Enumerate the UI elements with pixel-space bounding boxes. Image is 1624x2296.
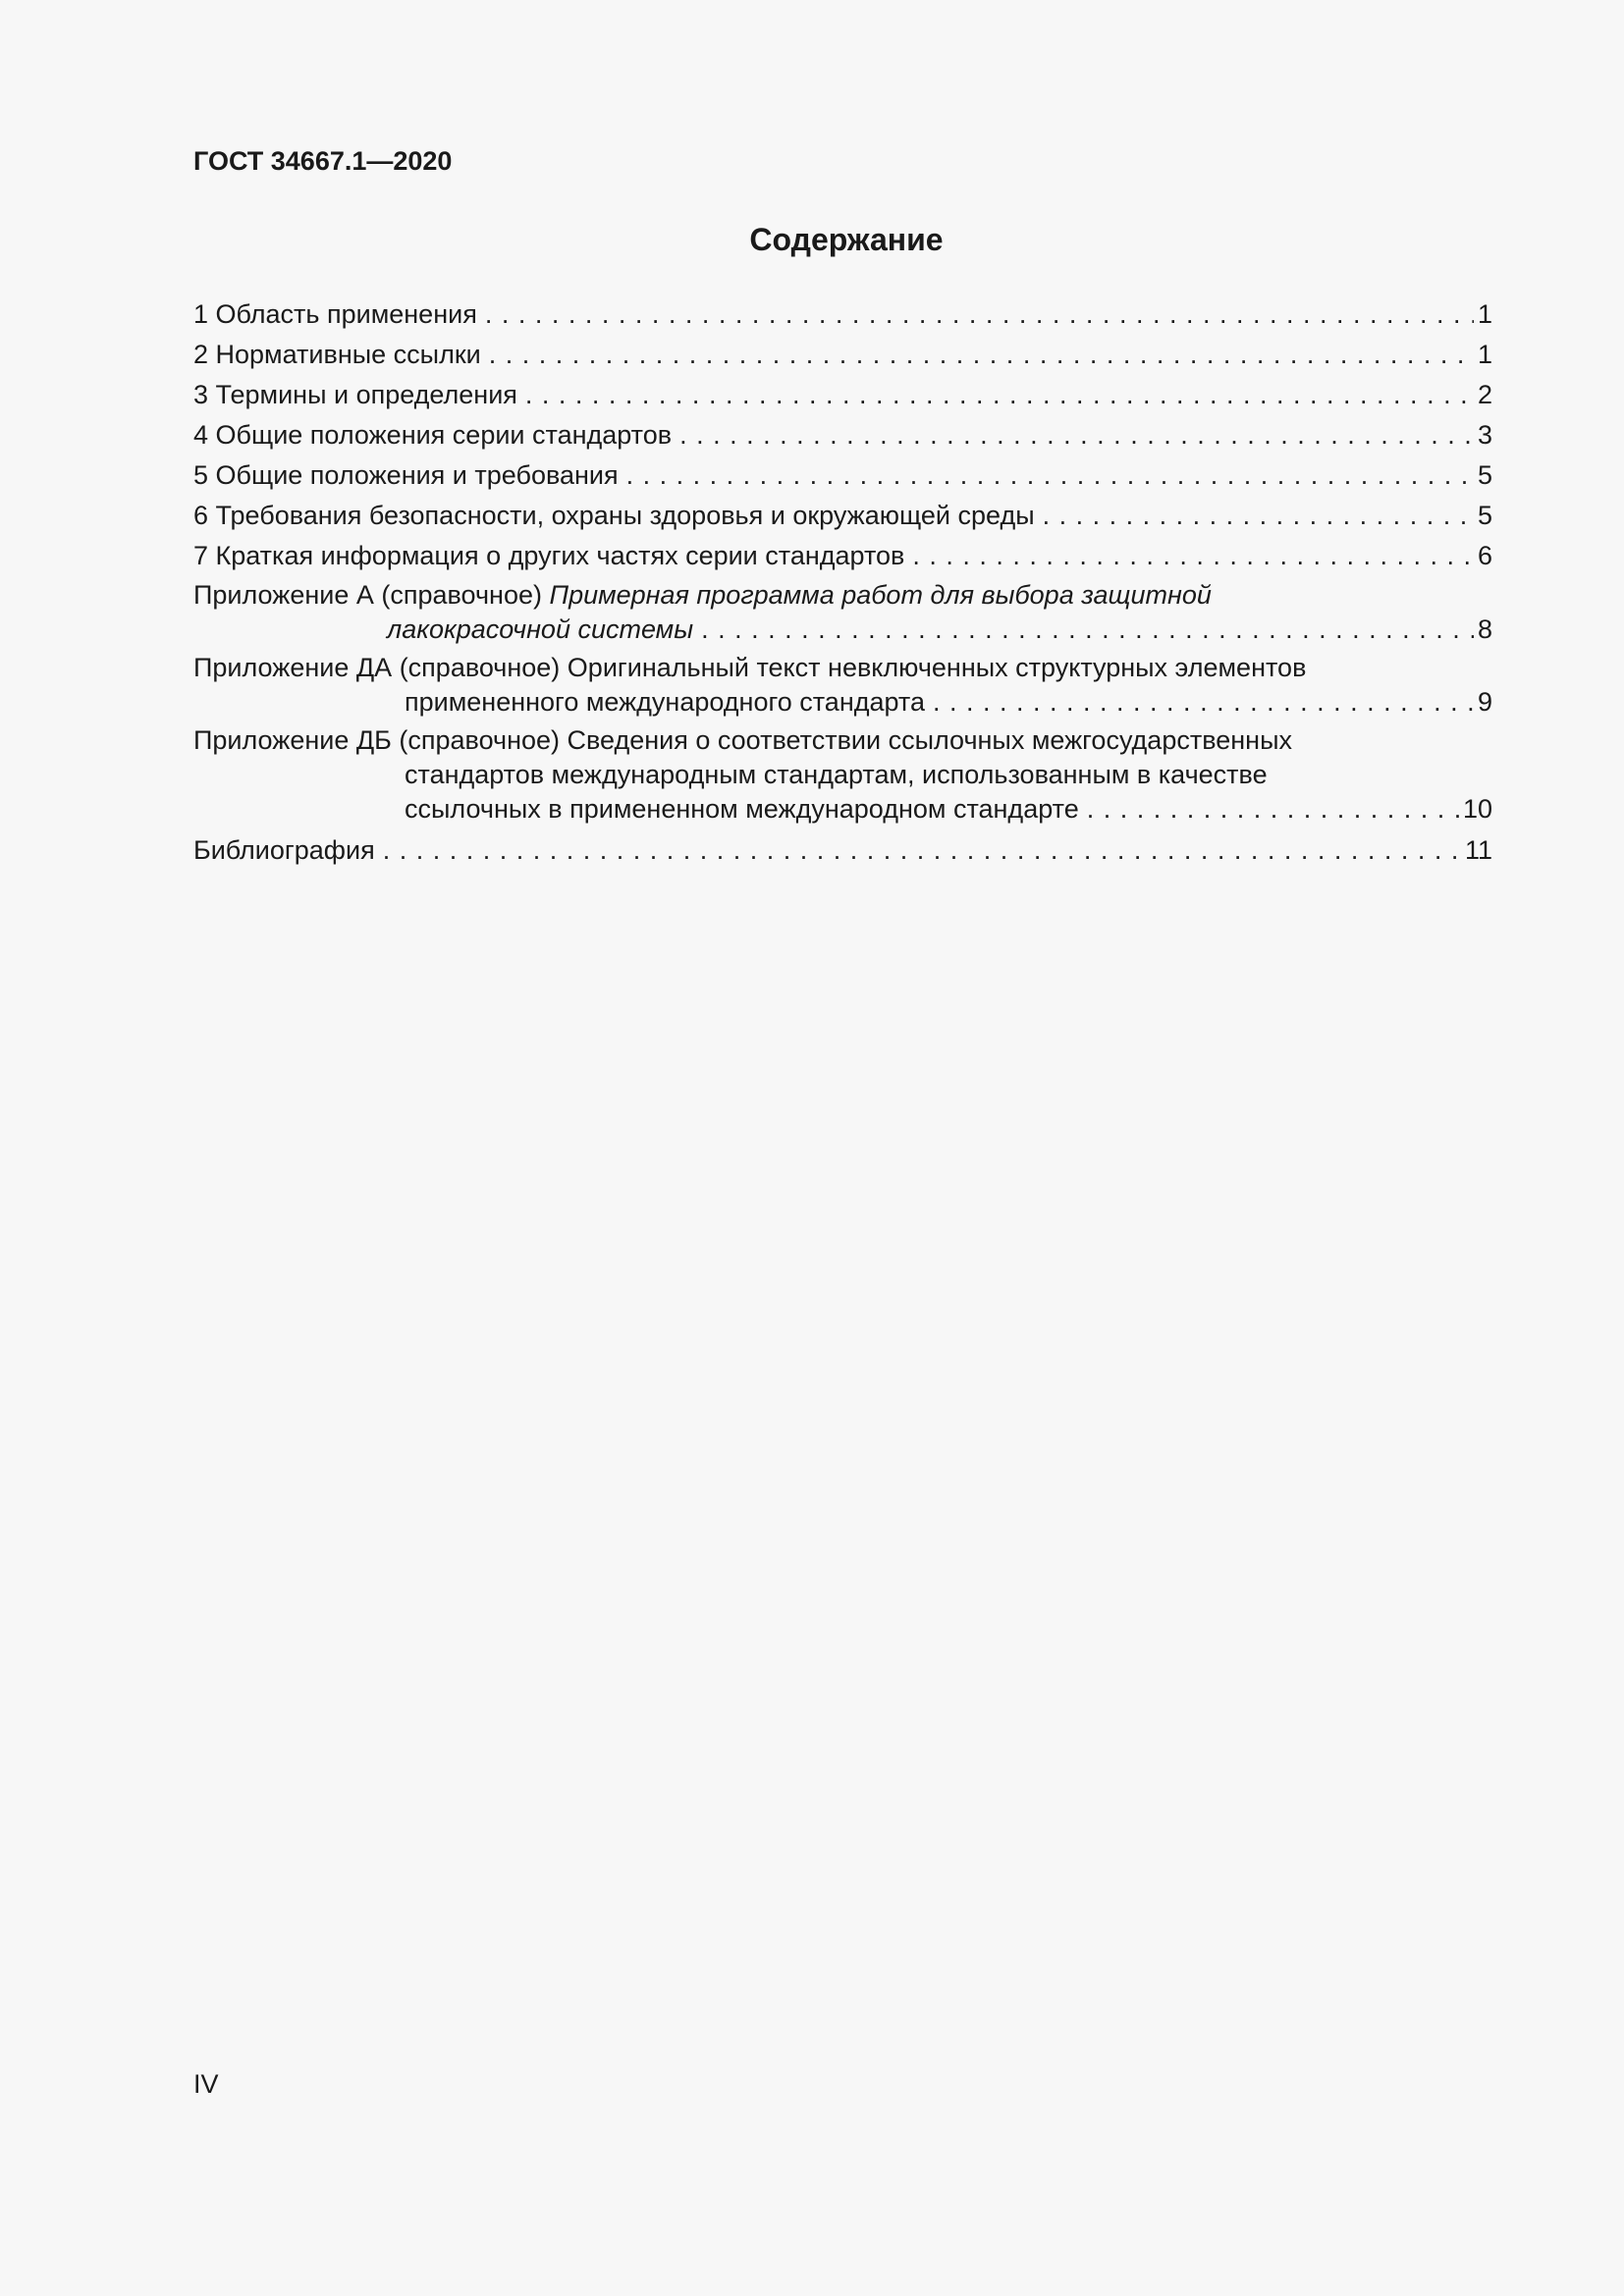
appendix-a-title-cont: лакокрасочной системы xyxy=(387,614,694,644)
appendix-a-line1 xyxy=(193,578,1492,613)
leader-dots xyxy=(679,415,1474,455)
leader-dots xyxy=(701,613,1474,647)
toc-item-appendix-db[interactable] xyxy=(193,723,1492,827)
appendix-db-line3 xyxy=(193,792,1492,827)
appendix-db-text-cont: ссылочных в примененном международном стандарте xyxy=(405,794,1079,824)
toc-item[interactable] xyxy=(193,455,1492,496)
appendix-db-text: (справочное) Сведения о соответствии ссылочных межгосударственных xyxy=(399,725,1292,755)
toc-item-label: 2 Нормативные ссылки xyxy=(193,340,481,369)
appendix-db-line2: стандартов международным стандартам, использованным в качестве xyxy=(405,760,1268,789)
toc-item[interactable] xyxy=(193,335,1492,375)
toc-item-page: 5 xyxy=(1477,501,1492,530)
leader-dots xyxy=(1087,792,1459,827)
leader-dots xyxy=(383,830,1461,871)
toc-item-page: 6 xyxy=(1477,541,1492,570)
appendix-db-prefix: Приложение ДБ xyxy=(193,725,392,755)
toc-item-page: 5 xyxy=(1477,460,1492,490)
toc-item-label: 3 Термины и определения xyxy=(193,380,517,409)
document-header: ГОСТ 34667.1—2020 xyxy=(193,146,453,176)
appendix-db-line1 xyxy=(193,723,1492,758)
toc-item-page: 2 xyxy=(1477,380,1492,409)
appendix-a-prefix: Приложение А (справочное) xyxy=(193,580,542,610)
leader-dots xyxy=(912,536,1474,576)
appendix-da-prefix: Приложение ДА xyxy=(193,653,393,682)
toc-item[interactable] xyxy=(193,415,1492,455)
toc-item-label: 4 Общие положения серии стандартов xyxy=(193,420,673,450)
appendix-a-title: Примерная программа работ для выбора защитной xyxy=(549,580,1212,610)
toc-item-appendix-da[interactable] xyxy=(193,651,1492,720)
toc-item-label: 6 Требования безопасности, охраны здоровья и окружающей среды xyxy=(193,501,1035,530)
toc-item-page: 10 xyxy=(1462,794,1492,824)
toc-item[interactable] xyxy=(193,536,1492,576)
toc-item[interactable] xyxy=(193,294,1492,335)
toc-item-page: 9 xyxy=(1477,687,1492,717)
toc-item-label: 7 Краткая информация о других частях серии стандартов xyxy=(193,541,905,570)
toc-item-label: Библиография xyxy=(193,835,375,865)
appendix-da-line2 xyxy=(193,685,1492,720)
toc-item-appendix-a[interactable] xyxy=(193,578,1492,647)
leader-dots xyxy=(626,455,1474,496)
toc-item-page: 1 xyxy=(1477,299,1492,329)
toc-item-page: 1 xyxy=(1477,340,1492,369)
toc-item-label: 5 Общие положения и требования xyxy=(193,460,619,490)
toc-item[interactable] xyxy=(193,375,1492,415)
leader-dots xyxy=(489,335,1474,375)
toc-item-bibliography[interactable] xyxy=(193,830,1492,871)
table-of-contents xyxy=(193,294,1492,871)
page-title: Содержание xyxy=(749,222,944,257)
toc-item-label: 1 Область применения xyxy=(193,299,477,329)
leader-dots xyxy=(525,375,1474,415)
leader-dots xyxy=(1043,496,1474,536)
toc-item-page: 8 xyxy=(1477,614,1492,644)
appendix-da-text-cont: примененного международного стандарта xyxy=(405,687,926,717)
toc-item-page: 11 xyxy=(1464,835,1492,865)
appendix-da-line1 xyxy=(193,651,1492,685)
appendix-a-line2 xyxy=(193,613,1492,647)
toc-item-page: 3 xyxy=(1477,420,1492,450)
appendix-da-text: (справочное) Оригинальный текст невключенных структурных элементов xyxy=(399,653,1307,682)
page-number: IV xyxy=(193,2069,219,2099)
leader-dots xyxy=(933,685,1474,720)
toc-item[interactable] xyxy=(193,496,1492,536)
leader-dots xyxy=(485,294,1474,335)
